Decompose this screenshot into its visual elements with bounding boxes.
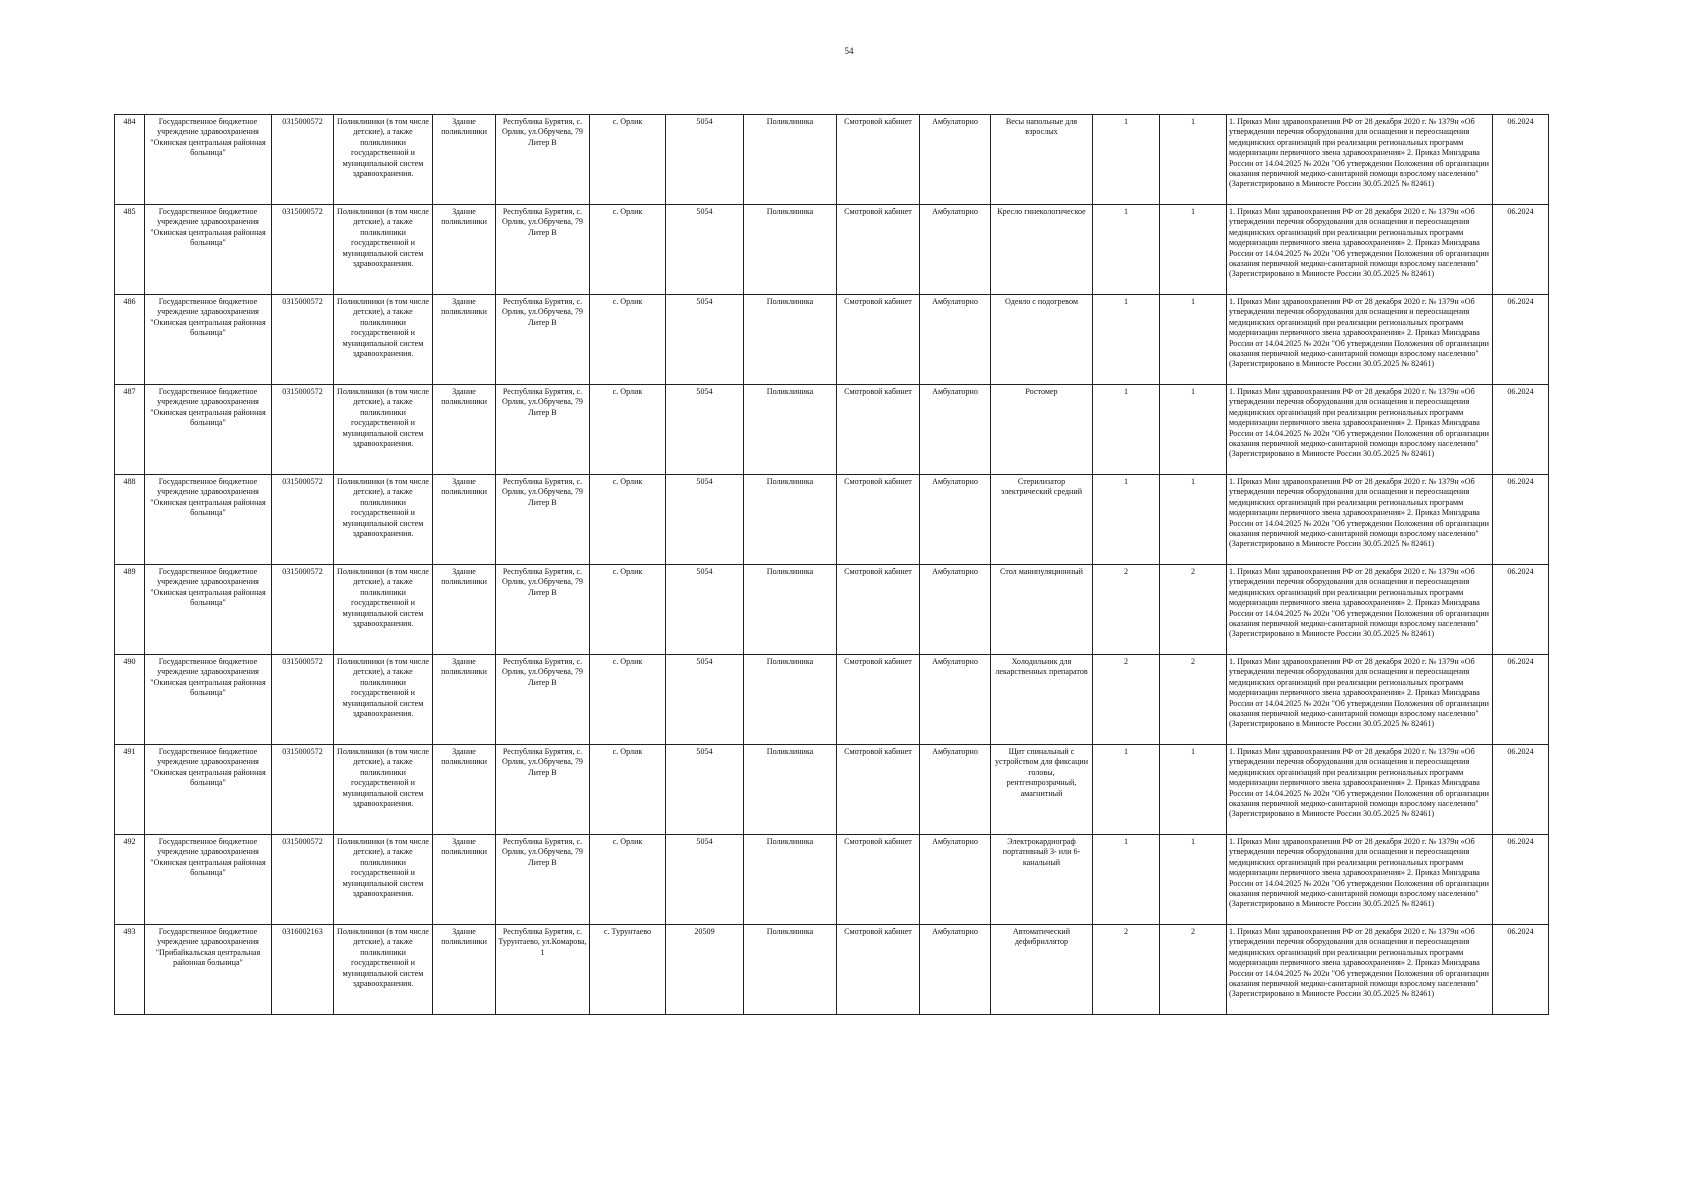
population-cell: 5054 [666,745,744,835]
room-cell: Смотровой кабинет [837,115,920,205]
quantity-planned-cell: 2 [1160,925,1227,1015]
address-cell: Республика Бурятия, с. Орлик, ул.Обручева, 79 Литер В [496,745,590,835]
settlement-cell: с. Орлик [590,205,666,295]
table-row [115,115,1549,205]
population-cell: 5054 [666,385,744,475]
address-cell: Республика Бурятия, с. Орлик, ул.Обручева, 79 Литер В [496,475,590,565]
care-type-cell: Амбулаторно [920,745,991,835]
room-cell: Смотровой кабинет [837,385,920,475]
room-cell: Смотровой кабинет [837,655,920,745]
population-cell: 5054 [666,295,744,385]
object-type-cell: Поликлиники (в том числе детские), а также поликлиники государственной и муниципальной систем здравоохранения. [334,925,433,1015]
room-cell: Смотровой кабинет [837,295,920,385]
object-type-cell: Поликлиники (в том числе детские), а также поликлиники государственной и муниципальной систем здравоохранения. [334,835,433,925]
row-number-cell: 485 [115,205,145,295]
care-type-cell: Амбулаторно [920,565,991,655]
quantity-planned-cell: 1 [1160,745,1227,835]
quantity-required-cell: 2 [1093,925,1160,1015]
object-type-cell: Поликлиники (в том числе детские), а также поликлиники государственной и муниципальной систем здравоохранения. [334,205,433,295]
legal-basis-cell: 1. Приказ Мин здравоохранения РФ от 28 декабря 2020 г. № 1379н «Об утверждении перечня оборудования для оснащения и переоснащения медицинских организаций при реализации региональных программ модернизации первичного звена здравоохранения» 2. Приказ Минздрава России от 14.04.2025 № 202н "Об утверждении Положения об организации оказания первичной медико-санитарной помощи взрослому населению" (Зарегистрировано в Минюсте России 30.05.2025 № 82461) [1227,925,1493,1015]
inn-cell: 0315000572 [272,565,334,655]
quantity-required-cell: 1 [1093,475,1160,565]
quantity-required-cell: 1 [1093,205,1160,295]
building-cell: Здание поликлиники [433,115,496,205]
organization-cell: Государственное бюджетное учреждение здравоохранения "Окинская центральная районная больница" [145,835,272,925]
date-cell: 06.2024 [1493,115,1549,205]
building-cell: Здание поликлиники [433,655,496,745]
population-cell: 5054 [666,475,744,565]
organization-cell: Государственное бюджетное учреждение здравоохранения "Окинская центральная районная больница" [145,385,272,475]
organization-cell: Государственное бюджетное учреждение здравоохранения "Окинская центральная районная больница" [145,475,272,565]
legal-basis-cell: 1. Приказ Мин здравоохранения РФ от 28 декабря 2020 г. № 1379н «Об утверждении перечня оборудования для оснащения и переоснащения медицинских организаций при реализации региональных программ модернизации первичного звена здравоохранения» 2. Приказ Минздрава России от 14.04.2025 № 202н "Об утверждении Положения об организации оказания первичной медико-санитарной помощи взрослому населению" (Зарегистрировано в Минюсте России 30.05.2025 № 82461) [1227,385,1493,475]
object-type-cell: Поликлиники (в том числе детские), а также поликлиники государственной и муниципальной систем здравоохранения. [334,295,433,385]
inn-cell: 0315000572 [272,295,334,385]
legal-basis-cell: 1. Приказ Мин здравоохранения РФ от 28 декабря 2020 г. № 1379н «Об утверждении перечня оборудования для оснащения и переоснащения медицинских организаций при реализации региональных программ модернизации первичного звена здравоохранения» 2. Приказ Минздрава России от 14.04.2025 № 202н "Об утверждении Положения об организации оказания первичной медико-санитарной помощи взрослому населению" (Зарегистрировано в Минюсте России 30.05.2025 № 82461) [1227,835,1493,925]
table-row [115,475,1549,565]
equipment-cell: Электрокардиограф портативный 3- или 6-канальный [991,835,1093,925]
row-number-cell: 486 [115,295,145,385]
organization-cell: Государственное бюджетное учреждение здравоохранения "Окинская центральная районная больница" [145,295,272,385]
inn-cell: 0315000572 [272,475,334,565]
quantity-planned-cell: 1 [1160,385,1227,475]
population-cell: 5054 [666,115,744,205]
table-row [115,925,1549,1015]
address-cell: Республика Бурятия, с. Орлик, ул.Обручева, 79 Литер В [496,835,590,925]
address-cell: Республика Бурятия, с. Турунтаево, ул.Комарова, 1 [496,925,590,1015]
inn-cell: 0315000572 [272,385,334,475]
facility-cell: Поликлиника [744,385,837,475]
settlement-cell: с. Орлик [590,115,666,205]
table-row [115,655,1549,745]
building-cell: Здание поликлиники [433,205,496,295]
legal-basis-cell: 1. Приказ Мин здравоохранения РФ от 28 декабря 2020 г. № 1379н «Об утверждении перечня оборудования для оснащения и переоснащения медицинских организаций при реализации региональных программ модернизации первичного звена здравоохранения» 2. Приказ Минздрава России от 14.04.2025 № 202н "Об утверждении Положения об организации оказания первичной медико-санитарной помощи взрослому населению" (Зарегистрировано в Минюсте России 30.05.2025 № 82461) [1227,655,1493,745]
table-row [115,385,1549,475]
address-cell: Республика Бурятия, с. Орлик, ул.Обручева, 79 Литер В [496,565,590,655]
inn-cell: 0316002163 [272,925,334,1015]
object-type-cell: Поликлиники (в том числе детские), а также поликлиники государственной и муниципальной систем здравоохранения. [334,115,433,205]
facility-cell: Поликлиника [744,475,837,565]
building-cell: Здание поликлиники [433,925,496,1015]
date-cell: 06.2024 [1493,925,1549,1015]
legal-basis-cell: 1. Приказ Мин здравоохранения РФ от 28 декабря 2020 г. № 1379н «Об утверждении перечня оборудования для оснащения и переоснащения медицинских организаций при реализации региональных программ модернизации первичного звена здравоохранения» 2. Приказ Минздрава России от 14.04.2025 № 202н "Об утверждении Положения об организации оказания первичной медико-санитарной помощи взрослому населению" (Зарегистрировано в Минюсте России 30.05.2025 № 82461) [1227,295,1493,385]
settlement-cell: с. Орлик [590,565,666,655]
population-cell: 20509 [666,925,744,1015]
facility-cell: Поликлиника [744,205,837,295]
room-cell: Смотровой кабинет [837,565,920,655]
table-row [115,835,1549,925]
quantity-required-cell: 1 [1093,835,1160,925]
equipment-cell: Стерилизатор электрический средний [991,475,1093,565]
care-type-cell: Амбулаторно [920,925,991,1015]
inn-cell: 0315000572 [272,745,334,835]
row-number-cell: 491 [115,745,145,835]
object-type-cell: Поликлиники (в том числе детские), а также поликлиники государственной и муниципальной систем здравоохранения. [334,385,433,475]
building-cell: Здание поликлиники [433,835,496,925]
date-cell: 06.2024 [1493,835,1549,925]
settlement-cell: с. Орлик [590,385,666,475]
quantity-required-cell: 2 [1093,655,1160,745]
organization-cell: Государственное бюджетное учреждение здравоохранения "Прибайкальская центральная районная больница" [145,925,272,1015]
quantity-planned-cell: 2 [1160,565,1227,655]
date-cell: 06.2024 [1493,655,1549,745]
row-number-cell: 487 [115,385,145,475]
date-cell: 06.2024 [1493,295,1549,385]
care-type-cell: Амбулаторно [920,385,991,475]
date-cell: 06.2024 [1493,205,1549,295]
organization-cell: Государственное бюджетное учреждение здравоохранения "Окинская центральная районная больница" [145,655,272,745]
legal-basis-cell: 1. Приказ Мин здравоохранения РФ от 28 декабря 2020 г. № 1379н «Об утверждении перечня оборудования для оснащения и переоснащения медицинских организаций при реализации региональных программ модернизации первичного звена здравоохранения» 2. Приказ Минздрава России от 14.04.2025 № 202н "Об утверждении Положения об организации оказания первичной медико-санитарной помощи взрослому населению" (Зарегистрировано в Минюсте России 30.05.2025 № 82461) [1227,745,1493,835]
building-cell: Здание поликлиники [433,475,496,565]
care-type-cell: Амбулаторно [920,475,991,565]
population-cell: 5054 [666,565,744,655]
room-cell: Смотровой кабинет [837,925,920,1015]
row-number-cell: 489 [115,565,145,655]
table-row [115,745,1549,835]
equipment-cell: Холодильник для лекарственных препаратов [991,655,1093,745]
equipment-cell: Весы напольные для взрослых [991,115,1093,205]
equipment-cell: Ростомер [991,385,1093,475]
quantity-required-cell: 1 [1093,115,1160,205]
row-number-cell: 484 [115,115,145,205]
settlement-cell: с. Орлик [590,835,666,925]
organization-cell: Государственное бюджетное учреждение здравоохранения "Окинская центральная районная больница" [145,205,272,295]
settlement-cell: с. Орлик [590,475,666,565]
settlement-cell: с. Орлик [590,295,666,385]
settlement-cell: с. Орлик [590,745,666,835]
object-type-cell: Поликлиники (в том числе детские), а также поликлиники государственной и муниципальной систем здравоохранения. [334,565,433,655]
row-number-cell: 488 [115,475,145,565]
facility-cell: Поликлиника [744,745,837,835]
quantity-planned-cell: 1 [1160,205,1227,295]
settlement-cell: с. Турунтаево [590,925,666,1015]
legal-basis-cell: 1. Приказ Мин здравоохранения РФ от 28 декабря 2020 г. № 1379н «Об утверждении перечня оборудования для оснащения и переоснащения медицинских организаций при реализации региональных программ модернизации первичного звена здравоохранения» 2. Приказ Минздрава России от 14.04.2025 № 202н "Об утверждении Положения об организации оказания первичной медико-санитарной помощи взрослому населению" (Зарегистрировано в Минюсте России 30.05.2025 № 82461) [1227,565,1493,655]
settlement-cell: с. Орлик [590,655,666,745]
legal-basis-cell: 1. Приказ Мин здравоохранения РФ от 28 декабря 2020 г. № 1379н «Об утверждении перечня оборудования для оснащения и переоснащения медицинских организаций при реализации региональных программ модернизации первичного звена здравоохранения» 2. Приказ Минздрава России от 14.04.2025 № 202н "Об утверждении Положения об организации оказания первичной медико-санитарной помощи взрослому населению" (Зарегистрировано в Минюсте России 30.05.2025 № 82461) [1227,205,1493,295]
building-cell: Здание поликлиники [433,745,496,835]
quantity-required-cell: 1 [1093,385,1160,475]
organization-cell: Государственное бюджетное учреждение здравоохранения "Окинская центральная районная больница" [145,115,272,205]
care-type-cell: Амбулаторно [920,835,991,925]
care-type-cell: Амбулаторно [920,295,991,385]
facility-cell: Поликлиника [744,925,837,1015]
row-number-cell: 493 [115,925,145,1015]
inn-cell: 0315000572 [272,115,334,205]
equipment-cell: Щит спинальный с устройством для фиксации головы, рентгенпрозрачный, амагнитный [991,745,1093,835]
quantity-required-cell: 2 [1093,565,1160,655]
date-cell: 06.2024 [1493,745,1549,835]
care-type-cell: Амбулаторно [920,115,991,205]
row-number-cell: 492 [115,835,145,925]
facility-cell: Поликлиника [744,835,837,925]
facility-cell: Поликлиника [744,655,837,745]
care-type-cell: Амбулаторно [920,655,991,745]
table-row [115,295,1549,385]
page-number: 54 [844,46,854,56]
room-cell: Смотровой кабинет [837,835,920,925]
quantity-required-cell: 1 [1093,745,1160,835]
population-cell: 5054 [666,205,744,295]
legal-basis-cell: 1. Приказ Мин здравоохранения РФ от 28 декабря 2020 г. № 1379н «Об утверждении перечня оборудования для оснащения и переоснащения медицинских организаций при реализации региональных программ модернизации первичного звена здравоохранения» 2. Приказ Минздрава России от 14.04.2025 № 202н "Об утверждении Положения об организации оказания первичной медико-санитарной помощи взрослому населению" (Зарегистрировано в Минюсте России 30.05.2025 № 82461) [1227,115,1493,205]
quantity-planned-cell: 1 [1160,115,1227,205]
table-row [115,205,1549,295]
equipment-cell: Автоматический дефибриллятор [991,925,1093,1015]
table-row [115,565,1549,655]
building-cell: Здание поликлиники [433,295,496,385]
row-number-cell: 490 [115,655,145,745]
equipment-cell: Одеяло с подогревом [991,295,1093,385]
address-cell: Республика Бурятия, с. Орлик, ул.Обручева, 79 Литер В [496,205,590,295]
object-type-cell: Поликлиники (в том числе детские), а также поликлиники государственной и муниципальной систем здравоохранения. [334,655,433,745]
inn-cell: 0315000572 [272,835,334,925]
equipment-cell: Кресло гинекологическое [991,205,1093,295]
address-cell: Республика Бурятия, с. Орлик, ул.Обручева, 79 Литер В [496,295,590,385]
address-cell: Республика Бурятия, с. Орлик, ул.Обручева, 79 Литер В [496,385,590,475]
building-cell: Здание поликлиники [433,565,496,655]
address-cell: Республика Бурятия, с. Орлик, ул.Обручева, 79 Литер В [496,655,590,745]
quantity-planned-cell: 1 [1160,475,1227,565]
facility-cell: Поликлиника [744,565,837,655]
equipment-cell: Стол манипуляционный [991,565,1093,655]
population-cell: 5054 [666,655,744,745]
room-cell: Смотровой кабинет [837,745,920,835]
table-body [115,115,1549,1015]
facility-cell: Поликлиника [744,295,837,385]
population-cell: 5054 [666,835,744,925]
inn-cell: 0315000572 [272,655,334,745]
quantity-planned-cell: 1 [1160,295,1227,385]
address-cell: Республика Бурятия, с. Орлик, ул.Обручева, 79 Литер В [496,115,590,205]
equipment-registry-table [114,114,1549,1015]
care-type-cell: Амбулаторно [920,205,991,295]
date-cell: 06.2024 [1493,475,1549,565]
legal-basis-cell: 1. Приказ Мин здравоохранения РФ от 28 декабря 2020 г. № 1379н «Об утверждении перечня оборудования для оснащения и переоснащения медицинских организаций при реализации региональных программ модернизации первичного звена здравоохранения» 2. Приказ Минздрава России от 14.04.2025 № 202н "Об утверждении Положения об организации оказания первичной медико-санитарной помощи взрослому населению" (Зарегистрировано в Минюсте России 30.05.2025 № 82461) [1227,475,1493,565]
object-type-cell: Поликлиники (в том числе детские), а также поликлиники государственной и муниципальной систем здравоохранения. [334,475,433,565]
date-cell: 06.2024 [1493,565,1549,655]
object-type-cell: Поликлиники (в том числе детские), а также поликлиники государственной и муниципальной систем здравоохранения. [334,745,433,835]
date-cell: 06.2024 [1493,385,1549,475]
organization-cell: Государственное бюджетное учреждение здравоохранения "Окинская центральная районная больница" [145,745,272,835]
facility-cell: Поликлиника [744,115,837,205]
quantity-planned-cell: 1 [1160,835,1227,925]
room-cell: Смотровой кабинет [837,475,920,565]
quantity-planned-cell: 2 [1160,655,1227,745]
inn-cell: 0315000572 [272,205,334,295]
room-cell: Смотровой кабинет [837,205,920,295]
building-cell: Здание поликлиники [433,385,496,475]
quantity-required-cell: 1 [1093,295,1160,385]
organization-cell: Государственное бюджетное учреждение здравоохранения "Окинская центральная районная больница" [145,565,272,655]
